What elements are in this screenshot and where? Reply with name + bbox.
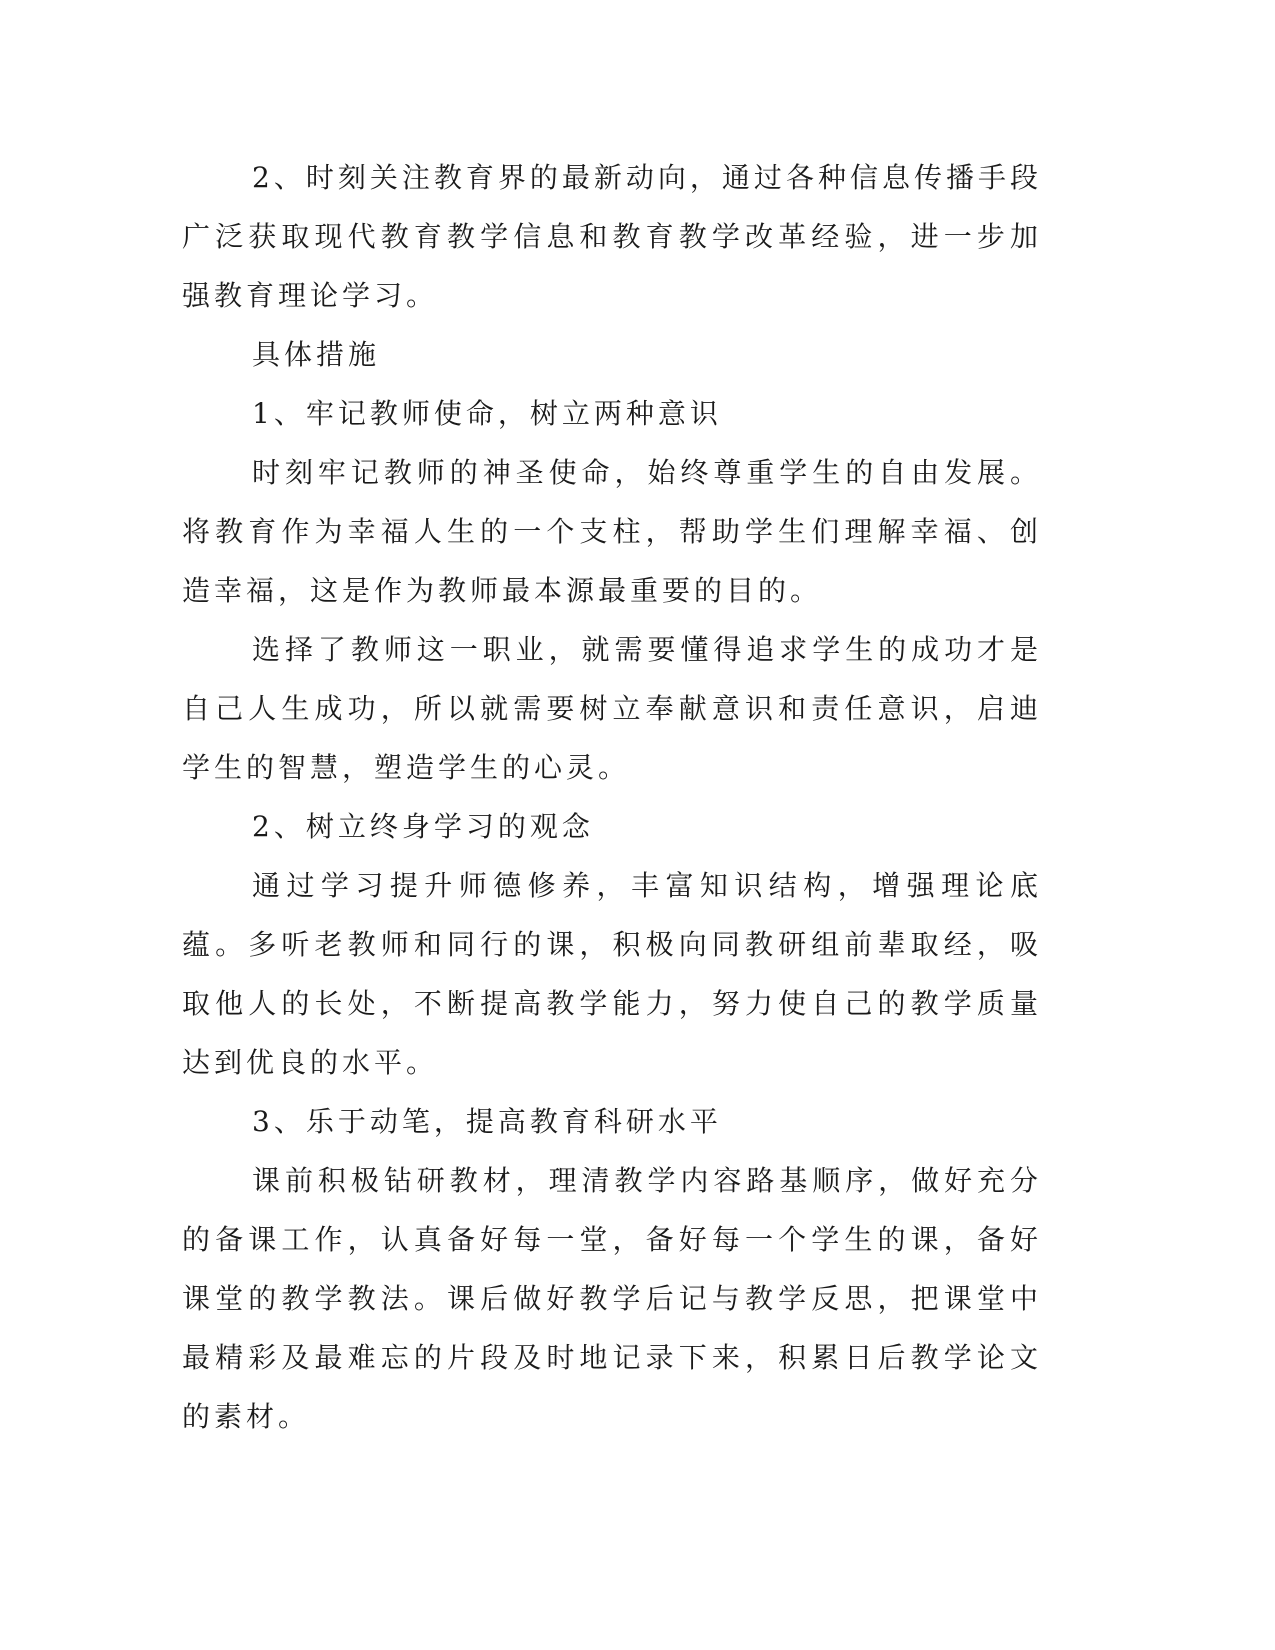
- heading-measure-2: 2、树立终身学习的观念: [252, 810, 594, 843]
- paragraph-goal-2: 2、时刻关注教育界的最新动向，通过各种信息传播手段广泛获取现代教育教学信息和教育教学改革经验，进一步加强教育理论学习。: [182, 161, 1042, 312]
- document-body: [182, 148, 1042, 1446]
- paragraph-measure-1a: 时刻牢记教师的神圣使命，始终尊重学生的自由发展。将教育作为幸福人生的一个支柱，帮助学生们理解幸福、创造幸福，这是作为教师最本源最重要的目的。: [182, 456, 1042, 607]
- paragraph-measure-2: 通过学习提升师德修养，丰富知识结构，增强理论底蕴。多听老教师和同行的课，积极向同教研组前辈取经，吸取他人的长处，不断提高教学能力，努力使自己的教学质量达到优良的水平。: [182, 869, 1042, 1079]
- heading-measure-3: 3、乐于动笔，提高教育科研水平: [252, 1105, 722, 1138]
- paragraph-measure-3: 课前积极钻研教材，理清教学内容路基顺序，做好充分的备课工作，认真备好每一堂，备好每一个学生的课，备好课堂的教学教法。课后做好教学后记与教学反思，把课堂中最精彩及最难忘的片段及时地记录下来，积累日后教学论文的素材。: [182, 1164, 1042, 1433]
- heading-measure-1: 1、牢记教师使命，树立两种意识: [252, 397, 722, 430]
- heading-specific-measures: 具体措施: [252, 338, 381, 371]
- paragraph-measure-1b: 选择了教师这一职业，就需要懂得追求学生的成功才是自己人生成功，所以就需要树立奉献意识和责任意识，启迪学生的智慧，塑造学生的心灵。: [182, 633, 1042, 784]
